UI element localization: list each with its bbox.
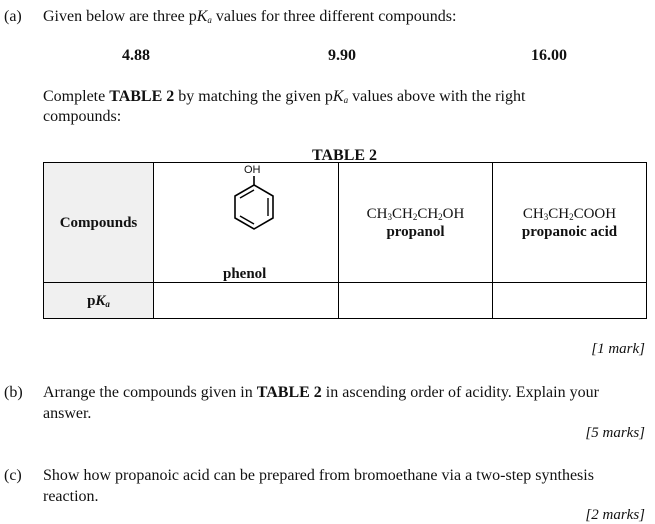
phenol-pka-answer[interactable] (154, 283, 339, 319)
propanol-cell (339, 163, 493, 283)
intro-k: K (196, 8, 208, 25)
propanol-pka-answer[interactable] (339, 283, 493, 319)
pka-value-2: 9.90 (328, 47, 356, 64)
part-a-mark: [1 mark] (591, 341, 645, 357)
compounds-header: Compounds (44, 163, 154, 283)
oh-label: OH (244, 164, 261, 176)
benzene-ring (235, 185, 273, 229)
pka-k: K (95, 292, 106, 309)
table-2 (43, 162, 647, 319)
intro-text: Given below are three p (43, 8, 197, 25)
instruction-sub: a (343, 95, 349, 105)
part-b-post: in ascending order of acidity. Explain your (321, 384, 599, 401)
instruction-line-2: compounds: (43, 108, 122, 125)
pka-sub: a (105, 298, 110, 309)
pka-value-3: 16.00 (531, 47, 567, 64)
part-b-line-1 (43, 382, 599, 403)
pka-p: p (87, 292, 96, 309)
instruction-post: values above with the right (348, 88, 526, 105)
phenol-cell (154, 163, 339, 283)
part-b-mark: [5 marks] (585, 425, 645, 441)
propanoic-acid-formula: $CH_3CH_2COOH$ (522, 205, 617, 222)
propanol-formula: $CH_3CH_2CH_2OH$ (366, 205, 465, 222)
part-c-mark: [2 marks] (585, 507, 645, 523)
pka-value-1: 4.88 (122, 47, 150, 64)
phenol-name: phenol (223, 266, 267, 282)
propanoic-acid-cell (493, 163, 647, 283)
intro-text-post: values for three different compounds: (211, 8, 457, 25)
instruction-mid: by matching the given p (174, 88, 333, 105)
part-b-pre: Arrange the compounds given in (43, 384, 257, 401)
pka-header (44, 283, 154, 319)
part-b-line-2: answer. (43, 405, 92, 422)
instruction-k: K (332, 88, 344, 105)
part-a-label: (a) (4, 8, 22, 25)
phenol-structure (154, 163, 337, 281)
propanol-name: propanol (386, 223, 445, 240)
part-b-label: (b) (4, 384, 23, 401)
table-title: TABLE 2 (312, 147, 378, 164)
instruction-line-1 (43, 86, 525, 107)
intro-sub: a (207, 15, 212, 25)
part-c-line-1: Show how propanoic acid can be prepared from bromoethane via a two-step synthesis (43, 467, 594, 484)
part-c-line-2: reaction. (43, 488, 99, 505)
instruction-bold: TABLE 2 (109, 88, 175, 105)
propanoic-acid-pka-answer[interactable] (493, 283, 647, 319)
part-b-bold: TABLE 2 (256, 384, 322, 401)
part-a-intro (43, 6, 456, 27)
part-c-label: (c) (4, 467, 22, 484)
instruction-pre: Complete (43, 88, 110, 105)
propanoic-acid-name: propanoic acid (521, 223, 618, 240)
